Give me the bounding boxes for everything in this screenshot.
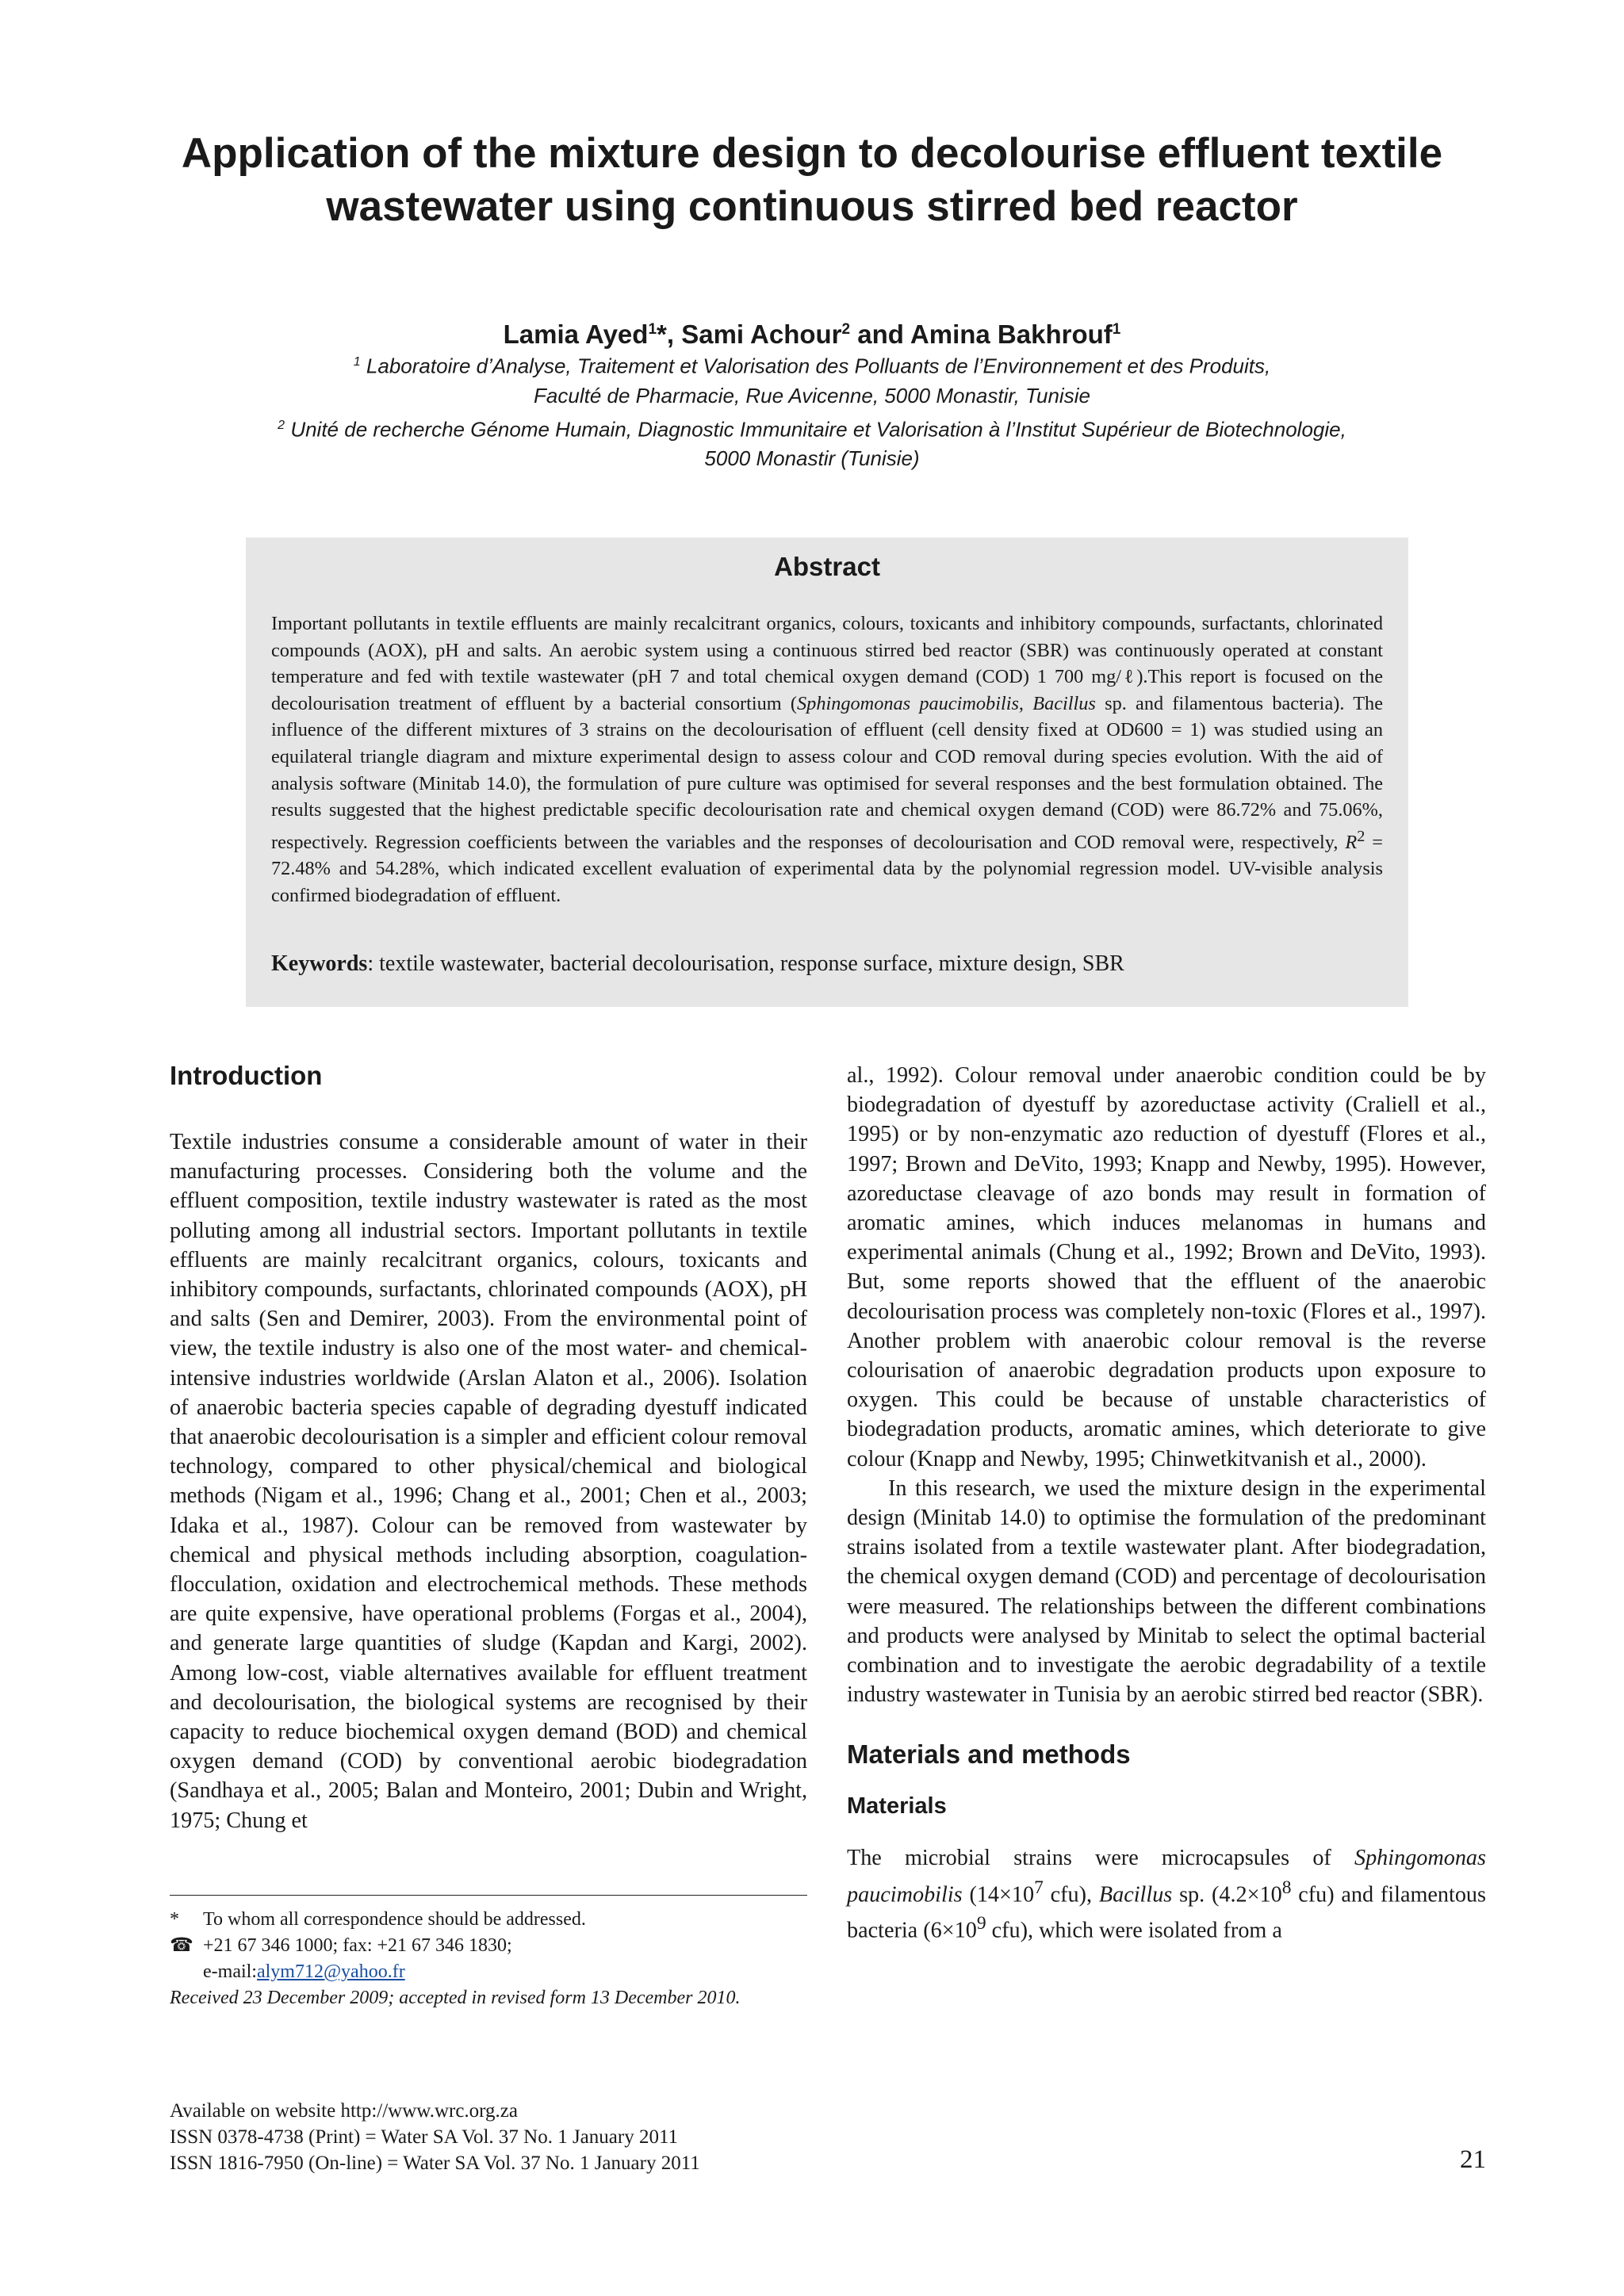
page-footer [170,2098,700,2176]
abstract-text: Important pollutants in textile effluents are mainly recalcitrant organics, colours, toxicants and inhibitory compounds, surfactants, chlorinated compounds (AOX), pH and salts. An aerobic system using a continuous stirred bed reactor (SBR) was continuously operated at constant temperature and fed with textile wastewater (pH 7 and total chemical oxygen demand (COD) 1 700 mg/ℓ).This report is focused on the decolourisation treatment of effluent by a bacterial consortium (Sphingomonas paucimobilis, Bacillus sp. and filamentous bacteria). The influence of the different mixtures of 3 strains on the decolourisation of effluent (cell density fixed at OD600 = 1) was studied using an equilateral triangle diagram and mixture experimental design to assess colour and COD removal during species evolution. With the aid of analysis software (Minitab 14.0), the formulation of pure culture was optimised for several responses and the best formulation obtained. The results suggested that the highest predictable specific decolourisation rate and chemical oxygen demand (COD) were 86.72% and 75.06%, respectively. Regression coefficients between the variables and the responses of decolourisation and COD removal were, respectively, $R^2 = 72.48\%$ and 54.28%, which indicated excellent evaluation of experimental data by the polynomial regression model. UV-visible analysis confirmed biodegradation of effluent. [271,613,1383,907]
correspondence-footnote: * To whom all correspondence should be addressed. ☎ +21 67 346 1000; fax: +21 67 346 1830; e-mail: alym712@yahoo.fr Received 23 December 2009; accepted in revised form 13 December 2010. [170,1895,807,2011]
affiliation-1: $^1$ Laboratoire d’Analyse, Traitement et Valorisation des Polluants de l’Environnement et des Produits, [353,354,1271,378]
issn-print: ISSN 0378-4738 (Print) = Water SA Vol. 37 No. 1 January 2011 [170,2126,679,2148]
affiliation-1-line2: Faculté de Pharmacie, Rue Avicenne, 5000 Monastir, Tunisie [534,383,1090,408]
affiliation-2-line2: 5000 Monastir (Tunisie) [704,446,920,471]
phone-icon: ☎ [170,1935,193,1956]
received-date: Received 23 December 2009; accepted in revised form 13 December 2010. [170,1988,741,2008]
issn-online: ISSN 1816-7950 (On-line) = Water SA Vol. 37 No. 1 January 2011 [170,2152,700,2174]
author-name: Lamia Ayed [503,320,649,349]
intro-paragraph-3: In this research, we used the mixture design in the experimental design (Minitab 14.0) to optimise the formulation of the predominant strains isolated from a textile wastewater plant. After biodegradation, the chemical oxygen demand (COD) and percentage of decolourisation were measured. The relationships between the different combinations and products were analysed by Minitab to select the optimal bacterial combination and to investigate the aerobic degradability of a textile industry wastewater in Tunisia by an aerobic stirred bed reactor (SBR). [847,1475,1486,1708]
affiliations [119,347,1505,473]
website-line: Available on website http://www.wrc.org.za [170,2100,519,2122]
materials-subheading: Materials [847,1793,947,1820]
affiliation-2: $^2$ Unité de recherche Génome Humain, Diagnostic Immunitaire et Valorisation à l’Institut Supérieur de Biotechnologie, [278,417,1346,442]
materials-methods-heading: Materials and methods [847,1739,1131,1770]
keywords: Keywords: textile wastewater, bacterial decolourisation, response surface, mixture design, SBR [271,951,1124,976]
author-name: Sami Achour [681,320,842,349]
right-column [847,1061,1486,1946]
materials-paragraph: The microbial strains were microcapsules of Sphingomonas paucimobilis ($14\times 10^7$ cfu), Bacillus sp. ($4.2\times 10^8$ cfu) and filamentous bacteria ($6\times 10^9$ cfu), which were isolated from a [847,1846,1486,1943]
introduction-heading: Introduction [170,1061,323,1090]
left-column [170,1061,807,1835]
asterisk-marker: * [170,1909,179,1930]
author-list: Lamia Ayed$^1$*, Sami Achour$^2$ and Amina Bakhrouf$^1$ [503,320,1121,349]
page-number: 21 [1460,2145,1486,2174]
abstract-heading: Abstract [774,552,880,581]
author-name: Amina Bakhrouf [910,320,1113,349]
intro-paragraph-1: Textile industries consume a considerable amount of water in their manufacturing processes. Considering both the volume and the effluent composition, textile industry wastewater is rated as the most polluting among all industrial sectors. Important pollutants in textile effluents are mainly recalcitrant organics, colours, toxicants and inhibitory compounds, surfactants, chlorinated compounds (AOX), pH and salts (Sen and Demirer, 2003). From the environmental point of view, the textile industry is also one of the most water- and chemical-intensive industries worldwide (Arslan Alaton et al., 2006). Isolation of anaerobic bacteria species capable of degrading dyestuff indicated that anaerobic decolourisation is a simpler and efficient colour removal technology, compared to other physical/chemical and biological methods (Nigam et al., 1996; Chang et al., 2001; Chen et al., 2003; Idaka et al., 1987). Colour can be removed from wastewater by chemical and physical methods including absorption, coagulation-flocculation, oxidation and electrochemical methods. These methods are quite expensive, have operational problems (Forgas et al., 2004), and generate large quantities of sludge (Kapdan and Kargi, 2002). Among low-cost, viable alternatives available for effluent treatment and decolourisation, the biological systems are recognised by their capacity to reduce biochemical oxygen demand (BOD) and chemical oxygen demand (COD) by conventional aerobic biodegradation (Sandhaya et al., 2005; Balan and Monteiro, 2001; Dubin and Wright, 1975; Chung et [170,1130,807,1833]
abstract-box [246,538,1408,1007]
email-link[interactable]: alym712@yahoo.fr [256,1961,405,1982]
paper-title: Application of the mixture design to decolourise effluent textile wastewater using continuous stirred bed reactor [181,130,1443,230]
intro-paragraph-2: al., 1992). Colour removal under anaerobic condition could be by biodegradation of dyestuff by azoreductase activity (Craliell et al., 1995) or by non-enzymatic azo reduction of dyestuff (Flores et al., 1997; Brown and DeVito, 1993; Knapp and Newby, 1995). However, azoreductase cleavage of azo bonds may result in formation of aromatic amines, which induces melanomas in humans and experimental animals (Chung et al., 1992; Brown and DeVito, 1993). But, some reports showed that the effluent of the anaerobic decolourisation process was completely non-toxic (Flores et al., 1997). Another problem with anaerobic colour removal is the reverse colourisation of anaerobic degradation products upon exposure to oxygen. This could be because of unstable characteristics of biodegradation products, aromatic amines, which deteriorate to give colour (Knapp and Newby, 1995; Chinwetkitvanish et al., 2000). [847,1063,1486,1471]
